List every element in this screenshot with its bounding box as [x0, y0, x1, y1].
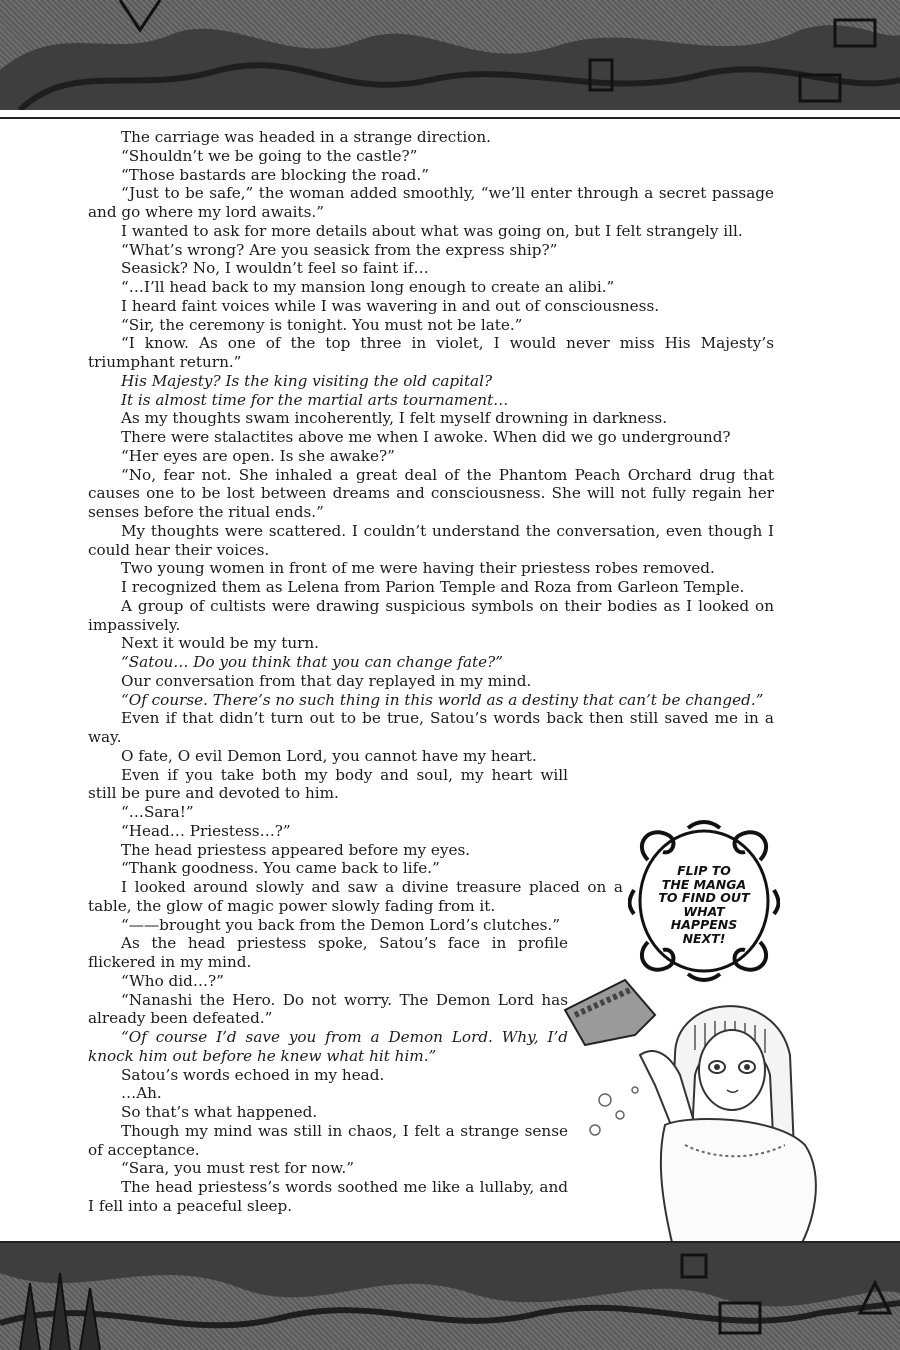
flip-to-manga-callout — [628, 820, 780, 982]
callout-line: TO FIND OUT — [658, 890, 750, 906]
paragraph: “Nanashi the Hero. Do not worry. The Demon Lord has already been defeated.” — [88, 990, 568, 1028]
paragraph: “Of course. There’s no such thing in this world as a destiny that can’t be changed.” — [121, 690, 764, 709]
bottom-map-banner — [0, 1243, 900, 1350]
paragraph: The carriage was headed in a strange direction. — [121, 128, 491, 146]
paragraph: Two young women in front of me were having their priestess robes removed. — [121, 559, 715, 578]
paragraph: “Those bastards are blocking the road.” — [121, 165, 429, 184]
top-rule — [0, 117, 900, 119]
paragraph: “Head… Priestess…?” — [121, 821, 291, 840]
paragraph: Satou’s words echoed in my head. — [121, 1065, 385, 1084]
paragraph: I heard faint voices while I was wavering in and out of consciousness. — [121, 296, 660, 315]
paragraph: So that’s what happened. — [121, 1103, 318, 1121]
paragraph: My thoughts were scattered. I couldn’t understand the conversation, even though I could hear their voices. — [88, 521, 774, 559]
paragraph: Our conversation from that day replayed in my mind. — [121, 671, 532, 690]
callout-line: HAPPENS — [670, 917, 738, 933]
paragraph: The head priestess’s words soothed me like a lullaby, and I fell into a peaceful sleep. — [88, 1178, 568, 1215]
callout-line: FLIP TO — [677, 863, 731, 878]
paragraph: “No, fear not. She inhaled a great deal of the Phantom Peach Orchard drug that causes one to be lost between dreams and consciousness. She will not fully regain her senses before the ritual ends.” — [88, 465, 774, 521]
paragraph: As my thoughts swam incoherently, I felt myself drowning in darkness. — [121, 409, 668, 428]
paragraph: There were stalactites above me when I awoke. When did we go underground? — [121, 428, 731, 446]
paragraph: It is almost time for the martial arts tournament… — [121, 390, 509, 409]
callout-line: WHAT — [683, 903, 725, 919]
paragraph: Even if you take both my body and soul, my heart will still be pure and devoted to him. — [88, 765, 568, 803]
paragraph: “Who did…?” — [121, 971, 224, 990]
paragraph: O fate, O evil Demon Lord, you cannot have my heart. — [121, 746, 537, 765]
paragraph: Though my mind was still in chaos, I felt a strange sense of acceptance. — [88, 1121, 568, 1159]
paragraph: “…I’ll head back to my mansion long enough to create an alibi.” — [121, 278, 615, 296]
top-map-banner — [0, 0, 900, 110]
paragraph: “Thank goodness. You came back to life.” — [121, 859, 440, 878]
paragraph: I looked around slowly and saw a divine treasure placed on a table, the glow of magic power slowly fading from it. — [88, 878, 623, 915]
paragraph: “What’s wrong? Are you seasick from the express ship?” — [121, 240, 558, 259]
paragraph: “Of course I’d save you from a Demon Lord. Why, I’d knock him out before he knew what hit him.” — [88, 1028, 568, 1065]
paragraph: His Majesty? Is the king visiting the old capital? — [121, 371, 493, 390]
paragraph: “Her eyes are open. Is she awake?” — [121, 446, 395, 465]
paragraph: “I know. As one of the top three in violet, I would never miss His Majesty’s triumphant return.” — [88, 334, 774, 371]
paragraph: Seasick? No, I wouldn’t feel so faint if… — [121, 259, 429, 278]
paragraph: As the head priestess spoke, Satou’s face in profile flickered in my mind. — [88, 934, 568, 971]
paragraph: “——brought you back from the Demon Lord’s clutches.” — [121, 915, 560, 934]
paragraph: Next it would be my turn. — [121, 634, 319, 653]
paragraph: Even if that didn’t turn out to be true, Satou’s words back then still saved me in a way. — [88, 709, 774, 746]
paragraph: “Shouldn’t we be going to the castle?” — [121, 146, 418, 165]
paragraph: “Sara, you must rest for now.” — [121, 1159, 354, 1178]
paragraph: A group of cultists were drawing suspicious symbols on their bodies as I looked on impassively. — [88, 596, 774, 634]
paragraph: I wanted to ask for more details about what was going on, but I felt strangely ill. — [121, 221, 743, 240]
paragraph: “Sir, the ceremony is tonight. You must not be late.” — [121, 315, 523, 334]
paragraph: …Ah. — [121, 1084, 162, 1103]
paragraph: “Just to be safe,” the woman added smoothly, “we’ll enter through a secret passage and go where my lord awaits.” — [88, 184, 774, 221]
paragraph: “Satou… Do you think that you can change fate?” — [121, 653, 504, 671]
paragraph: The head priestess appeared before my eyes. — [121, 840, 471, 859]
callout-text — [656, 864, 752, 946]
paragraph: “…Sara!” — [121, 803, 194, 821]
callout-line: NEXT! — [682, 930, 726, 946]
callout-line: THE MANGA — [661, 876, 747, 892]
manga-character-illustration — [545, 975, 845, 1265]
paragraph: I recognized them as Lelena from Parion Temple and Roza from Garleon Temple. — [121, 578, 745, 596]
